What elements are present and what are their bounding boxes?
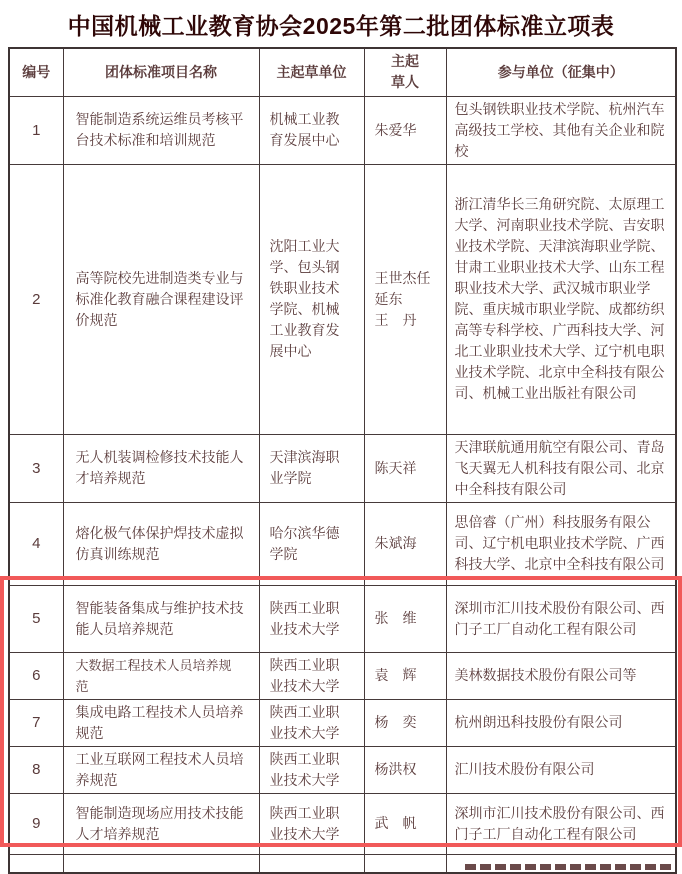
table-row [9,699,676,746]
cell-project-name [63,854,259,873]
cell-drafting-unit: 陕西工业职业技术大学 [259,652,364,699]
cell-project-name: 无人机装调检修技术技能人才培养规范 [63,434,259,502]
cell-project-name: 智能制造现场应用技术技能人才培养规范 [63,793,259,854]
cell-drafting-unit: 陕西工业职业技术大学 [259,746,364,793]
col-header-name: 团体标准项目名称 [63,48,259,96]
cell-project-name: 工业互联网工程技术人员培养规范 [63,746,259,793]
standards-table [8,47,677,874]
cell-project-name: 智能装备集成与维护技术技能人员培养规范 [63,585,259,652]
cell-drafting-unit: 天津滨海职业学院 [259,434,364,502]
cell-participants: 天津联航通用航空有限公司、青岛飞天翼无人机科技有限公司、北京中全科技有限公司 [446,434,676,502]
table-row [9,793,676,854]
cell-participants [446,854,676,873]
cell-drafter: 袁 辉 [364,652,446,699]
table-row [9,96,676,164]
table-row [9,164,676,434]
cell-drafting-unit: 陕西工业职业技术大学 [259,699,364,746]
header-row [9,48,676,96]
table-row [9,746,676,793]
table-row [9,585,676,652]
cell-drafter: 朱斌海 [364,502,446,585]
table-row [9,652,676,699]
cell-project-name: 智能制造系统运维员考核平台技术标准和培训规范 [63,96,259,164]
cell-no: 1 [9,96,63,164]
cell-participants: 深圳市汇川技术股份有限公司、西门子工厂自动化工程有限公司 [446,793,676,854]
cell-project-name: 集成电路工程技术人员培养规范 [63,699,259,746]
cell-drafter: 武 帆 [364,793,446,854]
cell-no: 2 [9,164,63,434]
cell-project-name: 高等院校先进制造类专业与标准化教育融合课程建设评价规范 [63,164,259,434]
cell-drafting-unit: 哈尔滨华德学院 [259,502,364,585]
cell-drafting-unit: 陕西工业职业技术大学 [259,585,364,652]
cell-participants: 杭州朗迅科技股份有限公司 [446,699,676,746]
cell-no [9,854,63,873]
cell-drafter: 张 维 [364,585,446,652]
cell-project-name: 熔化极气体保护焊技术虚拟仿真训练规范 [63,502,259,585]
cell-no: 6 [9,652,63,699]
cell-project-name: 大数据工程技术人员培养规范 [63,652,259,699]
cell-drafting-unit: 陕西工业职业技术大学 [259,793,364,854]
cell-drafter: 杨洪权 [364,746,446,793]
cell-drafting-unit: 机械工业教育发展中心 [259,96,364,164]
cell-drafter: 杨 奕 [364,699,446,746]
cell-drafter: 陈天祥 [364,434,446,502]
cell-drafter: 王世杰任延东 王 丹 [364,164,446,434]
cell-no: 3 [9,434,63,502]
cell-no: 5 [9,585,63,652]
cell-participants: 包头钢铁职业技术学院、杭州汽车高级技工学校、其他有关企业和院校 [446,96,676,164]
cell-participants: 深圳市汇川技术股份有限公司、西门子工厂自动化工程有限公司 [446,585,676,652]
col-header-participants: 参与单位（征集中） [446,48,676,96]
cell-drafting-unit: 沈阳工业大学、包头钢铁职业技术学院、机械工业教育发展中心 [259,164,364,434]
col-header-unit: 主起草单位 [259,48,364,96]
cell-no: 9 [9,793,63,854]
cell-drafting-unit [259,854,364,873]
cell-no: 4 [9,502,63,585]
col-header-drafter: 主起 草人 [364,48,446,96]
clipped-next-row [9,854,676,873]
cell-drafter: 朱爱华 [364,96,446,164]
cell-drafter [364,854,446,873]
table-row [9,434,676,502]
table-row [9,502,676,585]
page-title: 中国机械工业教育协会2025年第二批团体标准立项表 [67,13,615,39]
cell-participants: 浙江清华长三角研究院、太原理工大学、河南职业技术学院、吉安职业技术学院、天津滨海职业学院、甘肃工业职业技术大学、山东工程职业技术大学、武汉城市职业学院、重庆城市职业学院、成都纺织高等专科学校、广西科技大学、河北工业职业技术大学、辽宁机电职业技术学院、北京中全科技有限公司、机械工业出版社有限公司 [446,164,676,434]
cell-participants: 汇川技术股份有限公司 [446,746,676,793]
col-header-no: 编号 [9,48,63,96]
cell-no: 7 [9,699,63,746]
cell-no: 8 [9,746,63,793]
cell-participants: 美林数据技术股份有限公司等 [446,652,676,699]
clipped-text-sliver [465,864,677,870]
cell-participants: 思倍睿（广州）科技服务有限公司、辽宁机电职业技术学院、广西科技大学、北京中全科技有限公司 [446,502,676,585]
